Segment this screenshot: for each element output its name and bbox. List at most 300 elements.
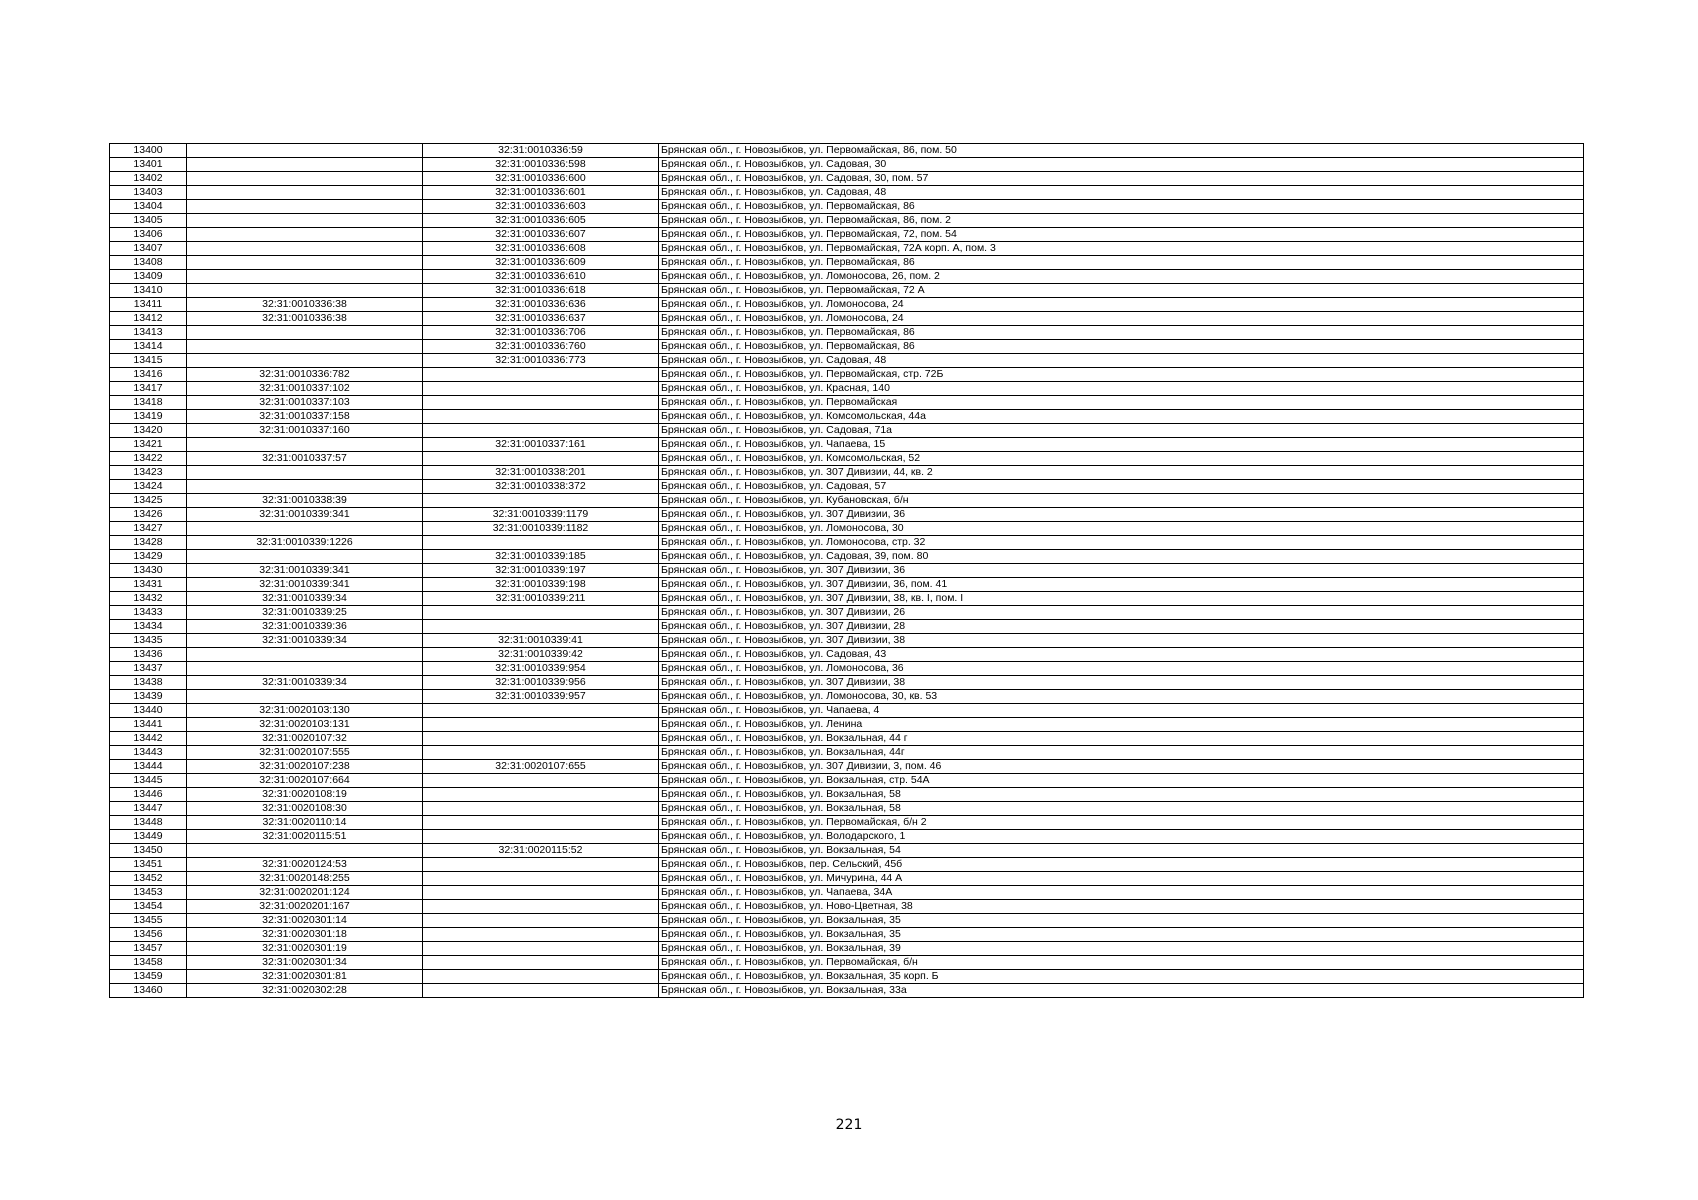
address-cell: Брянская обл., г. Новозыбков, ул. Ломоносова, 30 <box>659 522 1584 536</box>
object-cadastral-number-cell <box>423 942 659 956</box>
address-cell: Брянская обл., г. Новозыбков, ул. Садовая, 48 <box>659 186 1584 200</box>
cadastral-number-cell: 32:31:0020107:32 <box>187 732 423 746</box>
row-number-cell: 13438 <box>110 676 187 690</box>
row-number-cell: 13405 <box>110 214 187 228</box>
row-number-cell: 13404 <box>110 200 187 214</box>
object-cadastral-number-cell <box>423 956 659 970</box>
object-cadastral-number-cell: 32:31:0010339:185 <box>423 550 659 564</box>
row-number-cell: 13449 <box>110 830 187 844</box>
object-cadastral-number-cell: 32:31:0010336:760 <box>423 340 659 354</box>
row-number-cell: 13435 <box>110 634 187 648</box>
row-number-cell: 13419 <box>110 410 187 424</box>
table-row <box>110 158 1584 172</box>
table-row <box>110 508 1584 522</box>
row-number-cell: 13455 <box>110 914 187 928</box>
object-cadastral-number-cell <box>423 620 659 634</box>
address-cell: Брянская обл., г. Новозыбков, ул. 307 Дивизии, 44, кв. 2 <box>659 466 1584 480</box>
cadastral-number-cell: 32:31:0010338:39 <box>187 494 423 508</box>
object-cadastral-number-cell: 32:31:0010336:636 <box>423 298 659 312</box>
object-cadastral-number-cell: 32:31:0010336:605 <box>423 214 659 228</box>
cadastral-number-cell <box>187 214 423 228</box>
address-cell: Брянская обл., г. Новозыбков, ул. Красная, 140 <box>659 382 1584 396</box>
cadastral-number-cell <box>187 354 423 368</box>
address-cell: Брянская обл., г. Новозыбков, ул. Первомайская, 86 <box>659 340 1584 354</box>
address-cell: Брянская обл., г. Новозыбков, ул. Первомайская <box>659 396 1584 410</box>
cadastral-number-cell: 32:31:0020148:255 <box>187 872 423 886</box>
table-row <box>110 326 1584 340</box>
cadastral-number-cell: 32:31:0020124:53 <box>187 858 423 872</box>
address-cell: Брянская обл., г. Новозыбков, ул. Ломоносова, 24 <box>659 298 1584 312</box>
cadastral-number-cell: 32:31:0020302:28 <box>187 984 423 998</box>
address-cell: Брянская обл., г. Новозыбков, ул. Первомайская, 72 А <box>659 284 1584 298</box>
row-number-cell: 13408 <box>110 256 187 270</box>
cadastral-number-cell: 32:31:0020301:81 <box>187 970 423 984</box>
table-row <box>110 368 1584 382</box>
address-cell: Брянская обл., г. Новозыбков, ул. Кубановская, б/н <box>659 494 1584 508</box>
cadastral-number-cell <box>187 186 423 200</box>
address-cell: Брянская обл., г. Новозыбков, ул. Вокзальная, 39 <box>659 942 1584 956</box>
cadastral-number-cell <box>187 284 423 298</box>
address-cell: Брянская обл., г. Новозыбков, ул. Первомайская, 86 <box>659 200 1584 214</box>
table-row <box>110 732 1584 746</box>
address-cell: Брянская обл., г. Новозыбков, ул. Садовая, 30, пом. 57 <box>659 172 1584 186</box>
table-row <box>110 200 1584 214</box>
table-row <box>110 480 1584 494</box>
property-register-table <box>109 143 1584 998</box>
table-row <box>110 760 1584 774</box>
cadastral-number-cell <box>187 550 423 564</box>
row-number-cell: 13453 <box>110 886 187 900</box>
object-cadastral-number-cell <box>423 424 659 438</box>
address-cell: Брянская обл., г. Новозыбков, ул. Первомайская, 72, пом. 54 <box>659 228 1584 242</box>
table-row <box>110 354 1584 368</box>
table-row <box>110 690 1584 704</box>
row-number-cell: 13423 <box>110 466 187 480</box>
table-row <box>110 886 1584 900</box>
object-cadastral-number-cell <box>423 900 659 914</box>
object-cadastral-number-cell: 32:31:0010336:609 <box>423 256 659 270</box>
object-cadastral-number-cell <box>423 452 659 466</box>
object-cadastral-number-cell: 32:31:0010339:954 <box>423 662 659 676</box>
cadastral-number-cell: 32:31:0020201:167 <box>187 900 423 914</box>
cadastral-number-cell: 32:31:0010336:38 <box>187 312 423 326</box>
address-cell: Брянская обл., г. Новозыбков, ул. Ново-Цветная, 38 <box>659 900 1584 914</box>
object-cadastral-number-cell: 32:31:0010336:601 <box>423 186 659 200</box>
table-row <box>110 424 1584 438</box>
object-cadastral-number-cell <box>423 802 659 816</box>
object-cadastral-number-cell: 32:31:0010338:372 <box>423 480 659 494</box>
address-cell: Брянская обл., г. Новозыбков, ул. 307 Дивизии, 28 <box>659 620 1584 634</box>
object-cadastral-number-cell: 32:31:0010336:608 <box>423 242 659 256</box>
cadastral-number-cell <box>187 326 423 340</box>
table-row <box>110 830 1584 844</box>
table-row <box>110 788 1584 802</box>
address-cell: Брянская обл., г. Новозыбков, ул. Вокзальная, 33а <box>659 984 1584 998</box>
address-cell: Брянская обл., г. Новозыбков, ул. Мичурина, 44 А <box>659 872 1584 886</box>
address-cell: Брянская обл., г. Новозыбков, ул. Комсомольская, 52 <box>659 452 1584 466</box>
table-row <box>110 214 1584 228</box>
object-cadastral-number-cell <box>423 704 659 718</box>
table-row <box>110 928 1584 942</box>
table-row <box>110 340 1584 354</box>
cadastral-number-cell: 32:31:0010336:782 <box>187 368 423 382</box>
row-number-cell: 13420 <box>110 424 187 438</box>
address-cell: Брянская обл., г. Новозыбков, ул. Садовая, 71а <box>659 424 1584 438</box>
address-cell: Брянская обл., г. Новозыбков, ул. Первомайская, б/н <box>659 956 1584 970</box>
row-number-cell: 13424 <box>110 480 187 494</box>
table-row <box>110 270 1584 284</box>
cadastral-number-cell <box>187 172 423 186</box>
row-number-cell: 13418 <box>110 396 187 410</box>
row-number-cell: 13437 <box>110 662 187 676</box>
table-row <box>110 746 1584 760</box>
address-cell: Брянская обл., г. Новозыбков, ул. Первомайская, 86 <box>659 326 1584 340</box>
address-cell: Брянская обл., г. Новозыбков, ул. 307 Дивизии, 38 <box>659 634 1584 648</box>
address-cell: Брянская обл., г. Новозыбков, ул. Вокзальная, 54 <box>659 844 1584 858</box>
cadastral-number-cell: 32:31:0010339:341 <box>187 508 423 522</box>
address-cell: Брянская обл., г. Новозыбков, ул. Чапаева, 34А <box>659 886 1584 900</box>
row-number-cell: 13452 <box>110 872 187 886</box>
cadastral-number-cell: 32:31:0020108:30 <box>187 802 423 816</box>
row-number-cell: 13440 <box>110 704 187 718</box>
object-cadastral-number-cell: 32:31:0010339:211 <box>423 592 659 606</box>
cadastral-number-cell <box>187 522 423 536</box>
address-cell: Брянская обл., г. Новозыбков, ул. Садовая, 30 <box>659 158 1584 172</box>
object-cadastral-number-cell <box>423 970 659 984</box>
row-number-cell: 13445 <box>110 774 187 788</box>
cadastral-number-cell <box>187 242 423 256</box>
row-number-cell: 13429 <box>110 550 187 564</box>
address-cell: Брянская обл., г. Новозыбков, ул. Садовая, 43 <box>659 648 1584 662</box>
cadastral-number-cell: 32:31:0010339:1226 <box>187 536 423 550</box>
cadastral-number-cell <box>187 144 423 158</box>
object-cadastral-number-cell <box>423 718 659 732</box>
cadastral-number-cell <box>187 270 423 284</box>
object-cadastral-number-cell <box>423 494 659 508</box>
cadastral-number-cell <box>187 340 423 354</box>
table-row <box>110 550 1584 564</box>
row-number-cell: 13406 <box>110 228 187 242</box>
table-row <box>110 396 1584 410</box>
cadastral-number-cell <box>187 256 423 270</box>
object-cadastral-number-cell <box>423 536 659 550</box>
cadastral-number-cell: 32:31:0020107:664 <box>187 774 423 788</box>
object-cadastral-number-cell: 32:31:0010336:603 <box>423 200 659 214</box>
object-cadastral-number-cell: 32:31:0010336:706 <box>423 326 659 340</box>
table-row <box>110 284 1584 298</box>
object-cadastral-number-cell: 32:31:0010336:773 <box>423 354 659 368</box>
address-cell: Брянская обл., г. Новозыбков, ул. 307 Дивизии, 26 <box>659 606 1584 620</box>
table-row <box>110 634 1584 648</box>
row-number-cell: 13430 <box>110 564 187 578</box>
page-number: 221 <box>835 1117 863 1133</box>
object-cadastral-number-cell <box>423 984 659 998</box>
cadastral-number-cell <box>187 844 423 858</box>
object-cadastral-number-cell: 32:31:0010339:957 <box>423 690 659 704</box>
row-number-cell: 13434 <box>110 620 187 634</box>
address-cell: Брянская обл., г. Новозыбков, ул. Садовая, 48 <box>659 354 1584 368</box>
cadastral-number-cell: 32:31:0010339:341 <box>187 578 423 592</box>
address-cell: Брянская обл., г. Новозыбков, ул. Первомайская, 86, пом. 50 <box>659 144 1584 158</box>
object-cadastral-number-cell: 32:31:0020115:52 <box>423 844 659 858</box>
address-cell: Брянская обл., г. Новозыбков, ул. Чапаева, 4 <box>659 704 1584 718</box>
address-cell: Брянская обл., г. Новозыбков, ул. Первомайская, 72А корп. А, пом. 3 <box>659 242 1584 256</box>
address-cell: Брянская обл., г. Новозыбков, ул. Первомайская, 86, пом. 2 <box>659 214 1584 228</box>
cadastral-number-cell: 32:31:0010337:158 <box>187 410 423 424</box>
table-row <box>110 536 1584 550</box>
row-number-cell: 13409 <box>110 270 187 284</box>
object-cadastral-number-cell: 32:31:0010339:956 <box>423 676 659 690</box>
cadastral-number-cell: 32:31:0020103:130 <box>187 704 423 718</box>
table-row <box>110 942 1584 956</box>
table-row <box>110 410 1584 424</box>
address-cell: Брянская обл., г. Новозыбков, ул. Вокзальная, 35 корп. Б <box>659 970 1584 984</box>
row-number-cell: 13403 <box>110 186 187 200</box>
row-number-cell: 13460 <box>110 984 187 998</box>
cadastral-number-cell: 32:31:0020108:19 <box>187 788 423 802</box>
object-cadastral-number-cell: 32:31:0010336:607 <box>423 228 659 242</box>
row-number-cell: 13422 <box>110 452 187 466</box>
cadastral-number-cell: 32:31:0020301:14 <box>187 914 423 928</box>
cadastral-number-cell: 32:31:0010337:102 <box>187 382 423 396</box>
object-cadastral-number-cell: 32:31:0010339:1179 <box>423 508 659 522</box>
row-number-cell: 13432 <box>110 592 187 606</box>
row-number-cell: 13431 <box>110 578 187 592</box>
object-cadastral-number-cell <box>423 396 659 410</box>
row-number-cell: 13451 <box>110 858 187 872</box>
cadastral-number-cell: 32:31:0010339:34 <box>187 592 423 606</box>
cadastral-number-cell: 32:31:0010339:34 <box>187 676 423 690</box>
object-cadastral-number-cell <box>423 368 659 382</box>
object-cadastral-number-cell <box>423 872 659 886</box>
address-cell: Брянская обл., г. Новозыбков, ул. 307 Дивизии, 38, кв. I, пом. I <box>659 592 1584 606</box>
address-cell: Брянская обл., г. Новозыбков, ул. 307 Дивизии, 38 <box>659 676 1584 690</box>
row-number-cell: 13411 <box>110 298 187 312</box>
table-row <box>110 676 1584 690</box>
table-row <box>110 578 1584 592</box>
table-row <box>110 956 1584 970</box>
cadastral-number-cell: 32:31:0010339:25 <box>187 606 423 620</box>
row-number-cell: 13456 <box>110 928 187 942</box>
table-row <box>110 984 1584 998</box>
table-row <box>110 858 1584 872</box>
object-cadastral-number-cell: 32:31:0010339:197 <box>423 564 659 578</box>
address-cell: Брянская обл., г. Новозыбков, ул. Ломоносова, 36 <box>659 662 1584 676</box>
table-row <box>110 718 1584 732</box>
table-row <box>110 816 1584 830</box>
address-cell: Брянская обл., г. Новозыбков, ул. Комсомольская, 44а <box>659 410 1584 424</box>
table-row <box>110 900 1584 914</box>
cadastral-number-cell <box>187 466 423 480</box>
table-row <box>110 662 1584 676</box>
object-cadastral-number-cell: 32:31:0010336:600 <box>423 172 659 186</box>
object-cadastral-number-cell: 32:31:0010339:42 <box>423 648 659 662</box>
cadastral-number-cell: 32:31:0020301:34 <box>187 956 423 970</box>
row-number-cell: 13402 <box>110 172 187 186</box>
cadastral-number-cell: 32:31:0020103:131 <box>187 718 423 732</box>
register-table-body <box>110 144 1584 998</box>
row-number-cell: 13407 <box>110 242 187 256</box>
row-number-cell: 13448 <box>110 816 187 830</box>
address-cell: Брянская обл., г. Новозыбков, ул. Первомайская, 86 <box>659 256 1584 270</box>
cadastral-number-cell: 32:31:0010337:160 <box>187 424 423 438</box>
table-row <box>110 466 1584 480</box>
row-number-cell: 13458 <box>110 956 187 970</box>
row-number-cell: 13442 <box>110 732 187 746</box>
cadastral-number-cell: 32:31:0020107:555 <box>187 746 423 760</box>
row-number-cell: 13413 <box>110 326 187 340</box>
table-row <box>110 844 1584 858</box>
object-cadastral-number-cell: 32:31:0010337:161 <box>423 438 659 452</box>
cadastral-number-cell <box>187 438 423 452</box>
row-number-cell: 13425 <box>110 494 187 508</box>
table-row <box>110 494 1584 508</box>
object-cadastral-number-cell: 32:31:0010336:598 <box>423 158 659 172</box>
table-row <box>110 774 1584 788</box>
cadastral-number-cell <box>187 158 423 172</box>
row-number-cell: 13412 <box>110 312 187 326</box>
object-cadastral-number-cell: 32:31:0020107:655 <box>423 760 659 774</box>
object-cadastral-number-cell: 32:31:0010339:1182 <box>423 522 659 536</box>
table-row <box>110 620 1584 634</box>
object-cadastral-number-cell <box>423 788 659 802</box>
object-cadastral-number-cell: 32:31:0010336:610 <box>423 270 659 284</box>
address-cell: Брянская обл., г. Новозыбков, ул. 307 Дивизии, 36 <box>659 508 1584 522</box>
address-cell: Брянская обл., г. Новозыбков, ул. Первомайская, стр. 72Б <box>659 368 1584 382</box>
address-cell: Брянская обл., г. Новозыбков, ул. Вокзальная, 44г <box>659 746 1584 760</box>
table-row <box>110 704 1584 718</box>
object-cadastral-number-cell <box>423 816 659 830</box>
row-number-cell: 13427 <box>110 522 187 536</box>
object-cadastral-number-cell: 32:31:0010339:198 <box>423 578 659 592</box>
address-cell: Брянская обл., г. Новозыбков, ул. Вокзальная, 44 г <box>659 732 1584 746</box>
cadastral-number-cell: 32:31:0020110:14 <box>187 816 423 830</box>
cadastral-number-cell: 32:31:0020115:51 <box>187 830 423 844</box>
object-cadastral-number-cell: 32:31:0010336:618 <box>423 284 659 298</box>
cadastral-number-cell: 32:31:0020301:18 <box>187 928 423 942</box>
object-cadastral-number-cell <box>423 732 659 746</box>
row-number-cell: 13428 <box>110 536 187 550</box>
cadastral-number-cell <box>187 228 423 242</box>
address-cell: Брянская обл., г. Новозыбков, ул. Ленина <box>659 718 1584 732</box>
address-cell: Брянская обл., г. Новозыбков, ул. Ломоносова, 26, пом. 2 <box>659 270 1584 284</box>
address-cell: Брянская обл., г. Новозыбков, ул. Первомайская, б/н 2 <box>659 816 1584 830</box>
object-cadastral-number-cell <box>423 746 659 760</box>
table-row <box>110 970 1584 984</box>
row-number-cell: 13441 <box>110 718 187 732</box>
address-cell: Брянская обл., г. Новозыбков, ул. Вокзальная, 35 <box>659 914 1584 928</box>
table-row <box>110 522 1584 536</box>
row-number-cell: 13426 <box>110 508 187 522</box>
object-cadastral-number-cell <box>423 928 659 942</box>
row-number-cell: 13410 <box>110 284 187 298</box>
cadastral-number-cell: 32:31:0010339:341 <box>187 564 423 578</box>
object-cadastral-number-cell: 32:31:0010336:637 <box>423 312 659 326</box>
object-cadastral-number-cell: 32:31:0010336:59 <box>423 144 659 158</box>
table-row <box>110 648 1584 662</box>
row-number-cell: 13433 <box>110 606 187 620</box>
object-cadastral-number-cell <box>423 382 659 396</box>
cadastral-number-cell <box>187 690 423 704</box>
address-cell: Брянская обл., г. Новозыбков, ул. 307 Дивизии, 36 <box>659 564 1584 578</box>
object-cadastral-number-cell <box>423 886 659 900</box>
row-number-cell: 13443 <box>110 746 187 760</box>
row-number-cell: 13415 <box>110 354 187 368</box>
address-cell: Брянская обл., г. Новозыбков, ул. Садовая, 57 <box>659 480 1584 494</box>
address-cell: Брянская обл., г. Новозыбков, ул. Вокзальная, 58 <box>659 802 1584 816</box>
table-row <box>110 452 1584 466</box>
cadastral-number-cell: 32:31:0010337:103 <box>187 396 423 410</box>
row-number-cell: 13401 <box>110 158 187 172</box>
object-cadastral-number-cell <box>423 858 659 872</box>
row-number-cell: 13450 <box>110 844 187 858</box>
object-cadastral-number-cell: 32:31:0010338:201 <box>423 466 659 480</box>
table-row <box>110 186 1584 200</box>
row-number-cell: 13446 <box>110 788 187 802</box>
table-row <box>110 592 1584 606</box>
table-row <box>110 914 1584 928</box>
cadastral-number-cell: 32:31:0010336:38 <box>187 298 423 312</box>
object-cadastral-number-cell <box>423 410 659 424</box>
table-row <box>110 382 1584 396</box>
address-cell: Брянская обл., г. Новозыбков, ул. Ломоносова, 30, кв. 53 <box>659 690 1584 704</box>
row-number-cell: 13417 <box>110 382 187 396</box>
table-row <box>110 872 1584 886</box>
row-number-cell: 13400 <box>110 144 187 158</box>
row-number-cell: 13459 <box>110 970 187 984</box>
address-cell: Брянская обл., г. Новозыбков, ул. Ломоносова, 24 <box>659 312 1584 326</box>
address-cell: Брянская обл., г. Новозыбков, ул. 307 Дивизии, 3, пом. 46 <box>659 760 1584 774</box>
object-cadastral-number-cell <box>423 606 659 620</box>
cadastral-number-cell <box>187 662 423 676</box>
row-number-cell: 13436 <box>110 648 187 662</box>
row-number-cell: 13439 <box>110 690 187 704</box>
cadastral-number-cell: 32:31:0020107:238 <box>187 760 423 774</box>
table-row <box>110 172 1584 186</box>
table-row <box>110 312 1584 326</box>
address-cell: Брянская обл., г. Новозыбков, пер. Сельский, 45б <box>659 858 1584 872</box>
row-number-cell: 13447 <box>110 802 187 816</box>
address-cell: Брянская обл., г. Новозыбков, ул. Ломоносова, стр. 32 <box>659 536 1584 550</box>
table-row <box>110 802 1584 816</box>
address-cell: Брянская обл., г. Новозыбков, ул. 307 Дивизии, 36, пом. 41 <box>659 578 1584 592</box>
row-number-cell: 13421 <box>110 438 187 452</box>
table-row <box>110 606 1584 620</box>
address-cell: Брянская обл., г. Новозыбков, ул. Вокзальная, 35 <box>659 928 1584 942</box>
row-number-cell: 13416 <box>110 368 187 382</box>
table-row <box>110 438 1584 452</box>
table-row <box>110 256 1584 270</box>
cadastral-number-cell <box>187 648 423 662</box>
table-row <box>110 228 1584 242</box>
address-cell: Брянская обл., г. Новозыбков, ул. Вокзальная, 58 <box>659 788 1584 802</box>
row-number-cell: 13414 <box>110 340 187 354</box>
table-row <box>110 298 1584 312</box>
address-cell: Брянская обл., г. Новозыбков, ул. Чапаева, 15 <box>659 438 1584 452</box>
cadastral-number-cell: 32:31:0010339:34 <box>187 634 423 648</box>
row-number-cell: 13444 <box>110 760 187 774</box>
table-row <box>110 564 1584 578</box>
address-cell: Брянская обл., г. Новозыбков, ул. Володарского, 1 <box>659 830 1584 844</box>
object-cadastral-number-cell <box>423 830 659 844</box>
cadastral-number-cell <box>187 480 423 494</box>
cadastral-number-cell: 32:31:0010339:36 <box>187 620 423 634</box>
cadastral-number-cell: 32:31:0020301:19 <box>187 942 423 956</box>
row-number-cell: 13454 <box>110 900 187 914</box>
object-cadastral-number-cell <box>423 914 659 928</box>
object-cadastral-number-cell: 32:31:0010339:41 <box>423 634 659 648</box>
table-row <box>110 242 1584 256</box>
